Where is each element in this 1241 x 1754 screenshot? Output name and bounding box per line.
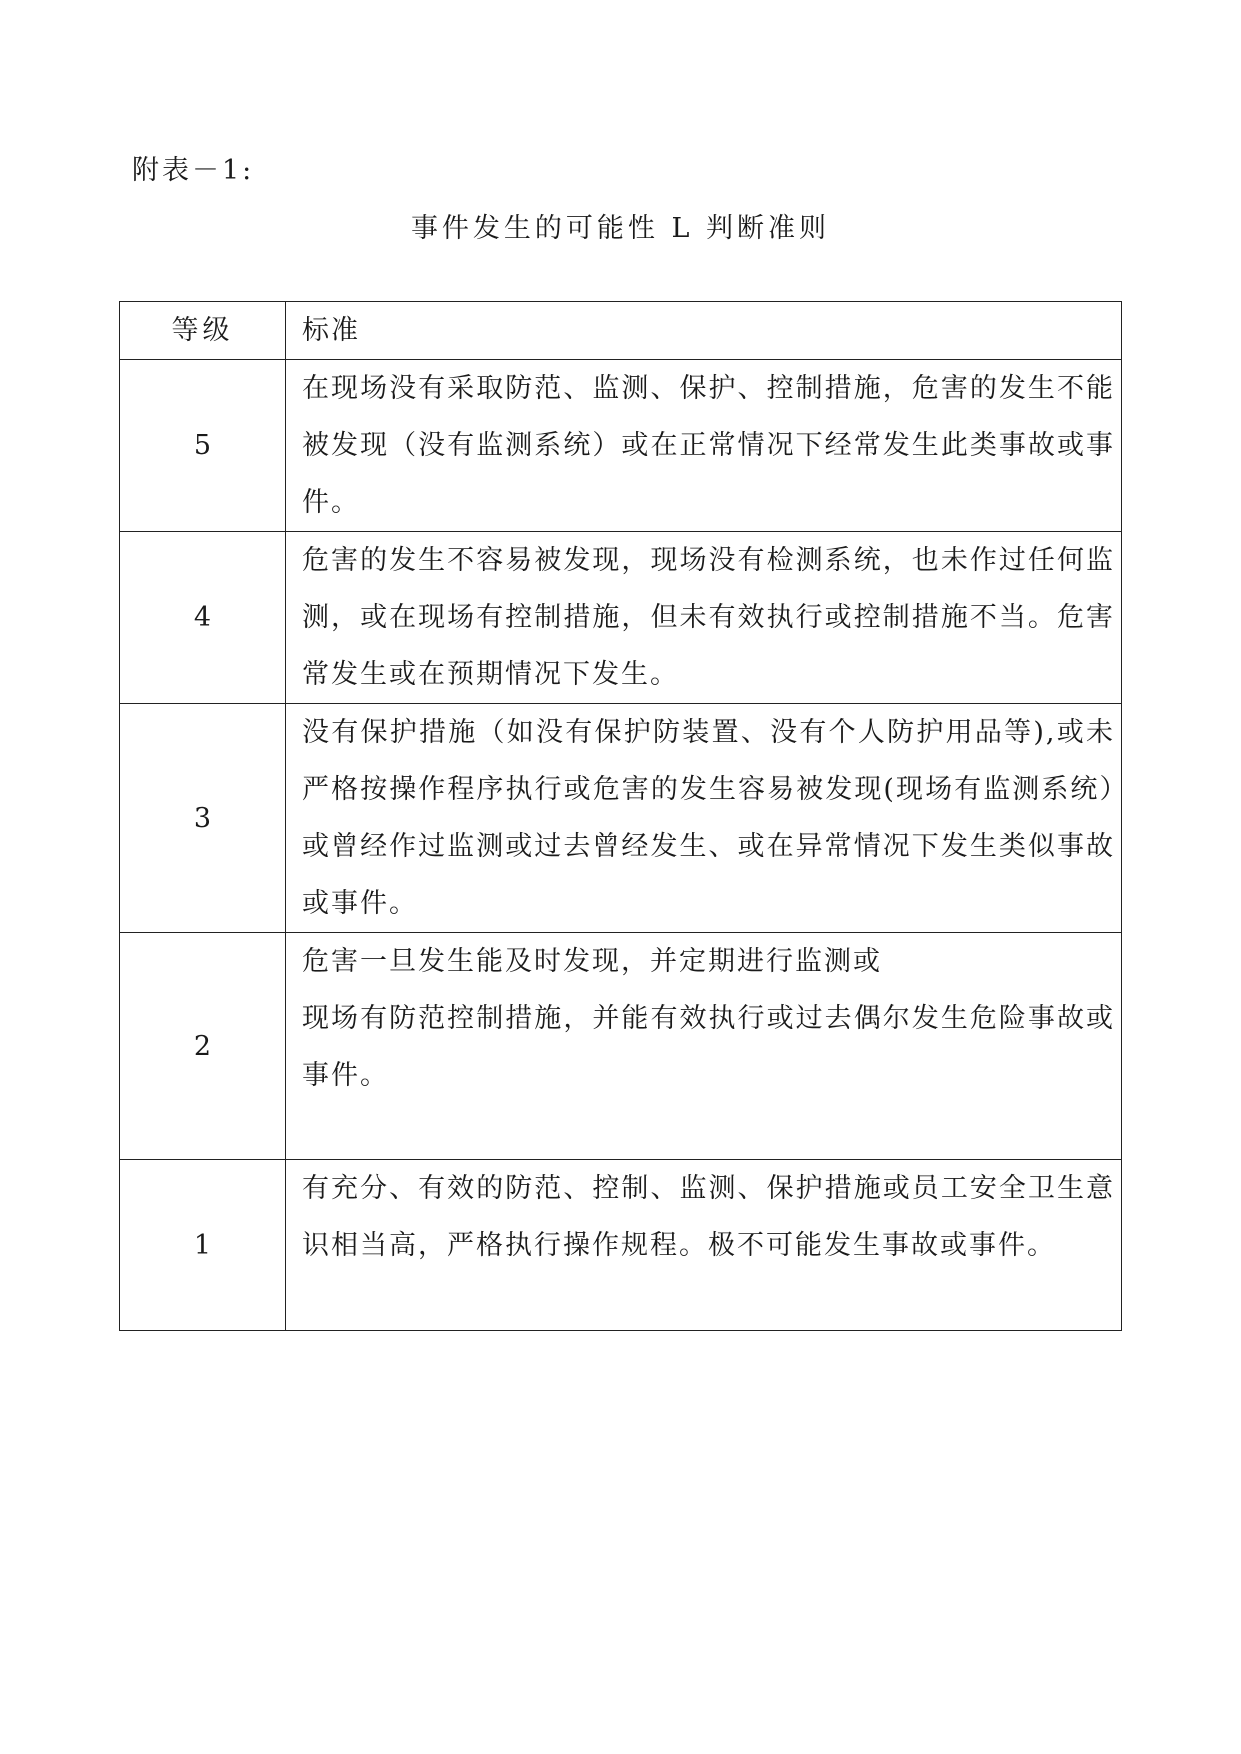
likelihood-criteria-table <box>119 301 1122 1331</box>
header-level: 等级 <box>120 302 286 360</box>
level-cell: 2 <box>120 933 286 1160</box>
table-row <box>120 1160 1122 1331</box>
standard-cell <box>286 933 1122 1160</box>
standard-line: 现场有防范控制措施，并能有效执行或过去偶尔发生危险事故或事件。 <box>302 1003 1115 1091</box>
header-standard: 标准 <box>286 302 1122 360</box>
table-header-row <box>120 302 1122 360</box>
standard-cell: 在现场没有采取防范、监测、保护、控制措施，危害的发生不能被发现（没有监测系统）或在正常情况下经常发生此类事故或事件。 <box>286 360 1122 532</box>
level-cell: 5 <box>120 360 286 532</box>
standard-cell: 有充分、有效的防范、控制、监测、保护措施或员工安全卫生意识相当高，严格执行操作规程。极不可能发生事故或事件。 <box>286 1160 1122 1331</box>
table-row <box>120 704 1122 933</box>
table-row <box>120 360 1122 532</box>
standard-cell: 没有保护措施（如没有保护防装置、没有个人防护用品等),或未严格按操作程序执行或危害的发生容易被发现(现场有监测系统）或曾经作过监测或过去曾经发生、或在异常情况下发生类似事故或事件。 <box>286 704 1122 933</box>
level-cell: 4 <box>120 532 286 704</box>
table-row <box>120 933 1122 1160</box>
level-cell: 3 <box>120 704 286 933</box>
standard-line: 危害一旦发生能及时发现，并定期进行监测或 <box>302 946 882 977</box>
document-title: 事件发生的可能性 L 判断准则 <box>410 213 831 244</box>
level-cell: 1 <box>120 1160 286 1331</box>
standard-cell: 危害的发生不容易被发现，现场没有检测系统，也未作过任何监测，或在现场有控制措施，但未有效执行或控制措施不当。危害常发生或在预期情况下发生。 <box>286 532 1122 704</box>
appendix-label: 附表－1: <box>132 155 255 186</box>
table-row <box>120 532 1122 704</box>
